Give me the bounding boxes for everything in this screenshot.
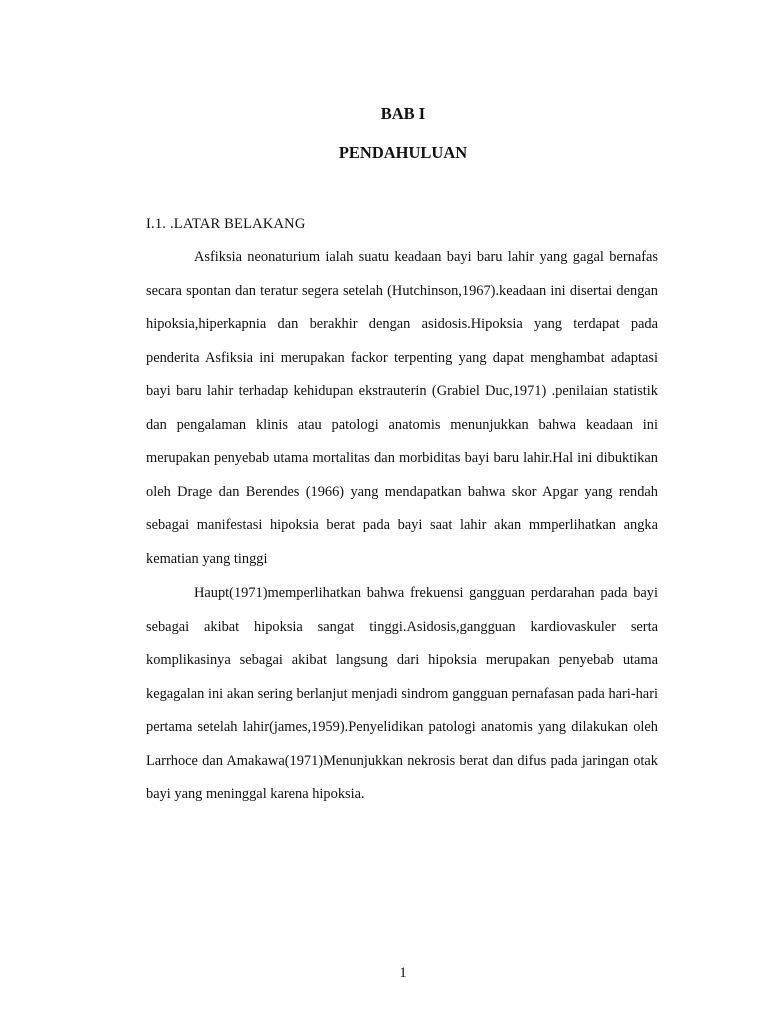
paragraph-1 [146, 241, 658, 576]
chapter-number: BAB I [380, 104, 426, 123]
chapter-title: PENDAHULUAN [338, 143, 468, 162]
section-heading: I.1. .LATAR BELAKANG [146, 216, 306, 232]
paragraph-2 [146, 577, 658, 812]
paragraph-1-text: Asfiksia neonaturium ialah suatu keadaan bayi baru lahir yang gagal bernafas secara spontan dan teratur segera setelah (Hutchinson,1967).keadaan ini disertai dengan hipoksia,hiperkapnia dan berakhir dengan asidosis.Hipoksia yang terdapat pada penderita Asfiksia ini merupakan fackor terpenting yang dapat menghambat adaptasi bayi baru lahir terhadap kehidupan ekstrauterin (Grabiel Duc,1971) .penilaian statistik dan pengalaman klinis atau patologi anatomis menunjukkan bahwa keadaan ini merupakan penyebab utama mortalitas dan morbiditas bayi baru lahir.Hal ini dibuktikan oleh Drage dan Berendes (1966) yang mendapatkan bahwa skor Apgar yang rendah sebagai manifestasi hipoksia berat pada bayi saat lahir akan mmperlihatkan angka kematian yang tinggi [146, 249, 658, 567]
paragraph-2-text: Haupt(1971)memperlihatkan bahwa frekuensi gangguan perdarahan pada bayi sebagai akibat hipoksia sangat tinggi.Asidosis,gangguan kardiovaskuler serta komplikasinya sebagai akibat langsung dari hipoksia merupakan penyebab utama kegagalan ini akan sering berlanjut menjadi sindrom gangguan pernafasan pada hari-hari pertama setelah lahir(james,1959).Penyelidikan patologi anatomis yang dilakukan oleh Larrhoce dan Amakawa(1971)Menunjukkan nekrosis berat dan difus pada jaringan otak bayi yang meninggal karena hipoksia. [146, 585, 658, 802]
page-number: 1 [399, 965, 407, 981]
